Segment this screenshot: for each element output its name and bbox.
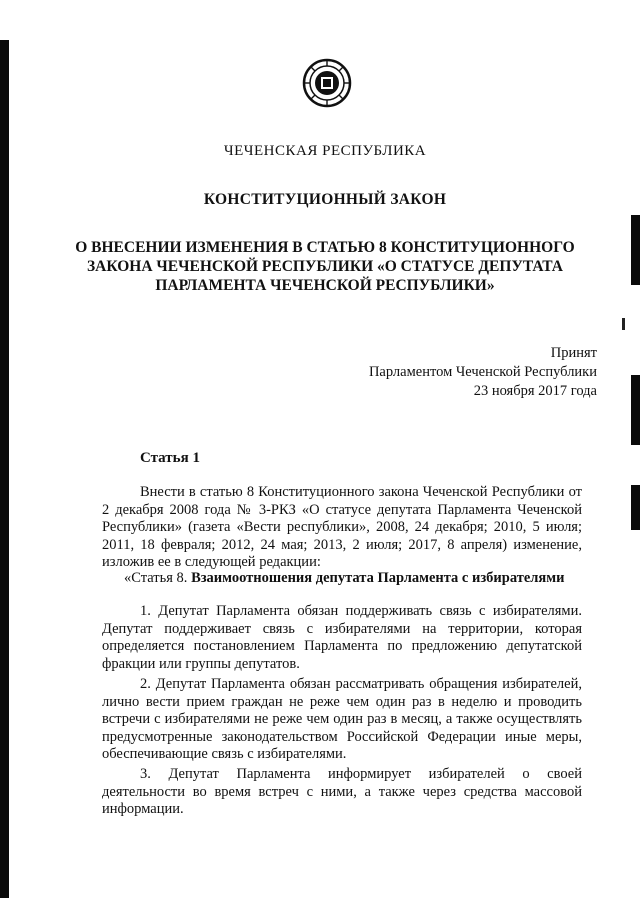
scan-edge-left <box>0 40 9 898</box>
new-article-heading <box>102 570 582 588</box>
article-heading: Статья 1 <box>140 450 200 466</box>
paragraph: 1. Депутат Парламента обязан поддерживать связь с избирателями. Депутат поддерживает связь с избирателями на территории, которая определяется постановлением Парламента по предложению депутатской фракции или группы депутатов. <box>102 603 582 672</box>
adoption-date: 23 ноября 2017 года <box>473 383 597 399</box>
scan-edge-right-top <box>631 215 640 285</box>
new-article-prefix: «Статья 8. <box>124 570 188 586</box>
scan-edge-right-middle <box>631 375 640 445</box>
law-title-line: О ВНЕСЕНИИ ИЗМЕНЕНИЯ В СТАТЬЮ 8 КОНСТИТУЦИОННОГО <box>75 239 575 256</box>
paragraph: 2. Депутат Парламента обязан рассматривать обращения избирателей, лично вести прием граждан не реже чем один раз в неделю и проводить встречи с избирателями не реже чем один раз в месяц, а также осуществлять предусмотренные законодательством Российской Федерации иные меры, обеспечивающие связь с избирателями. <box>102 676 582 763</box>
republic-name: ЧЕЧЕНСКАЯ РЕСПУБЛИКА <box>223 143 427 159</box>
adoption-body: Парламентом Чеченской Республики <box>368 364 597 380</box>
paragraph: 3. Депутат Парламента информирует избирателей о своей деятельности во время встреч с ними, а также через средства массовой информации. <box>102 766 582 818</box>
law-title <box>40 238 610 295</box>
law-title-line: ПАРЛАМЕНТА ЧЕЧЕНСКОЙ РЕСПУБЛИКИ» <box>155 277 495 294</box>
law-type: КОНСТИТУЦИОННЫЙ ЗАКОН <box>203 191 447 208</box>
adoption-block <box>369 344 597 401</box>
scan-mark <box>622 318 625 330</box>
adoption-label: Принят <box>550 345 597 361</box>
law-title-line: ЗАКОНА ЧЕЧЕНСКОЙ РЕСПУБЛИКИ «О СТАТУСЕ ДЕПУТАТА <box>87 258 563 275</box>
new-article-title: Взаимоотношения депутата Парламента с избирателями <box>191 570 565 586</box>
scan-edge-right-bottom <box>631 485 640 530</box>
article-intro: Внести в статью 8 Конституционного закона Чеченской Республики от 2 декабря 2008 года № 3-РКЗ «О статусе депутата Парламента Чеченской Республики» (газета «Вести республики», 2008, 24 декабря; 2010, 5 июля; 2011, 18 февраля; 2012, 24 мая; 2013, 2 июля; 2017, 8 апреля) изменение, изложив ее в следующей редакции: <box>102 484 582 571</box>
coat-of-arms-icon <box>302 58 352 108</box>
